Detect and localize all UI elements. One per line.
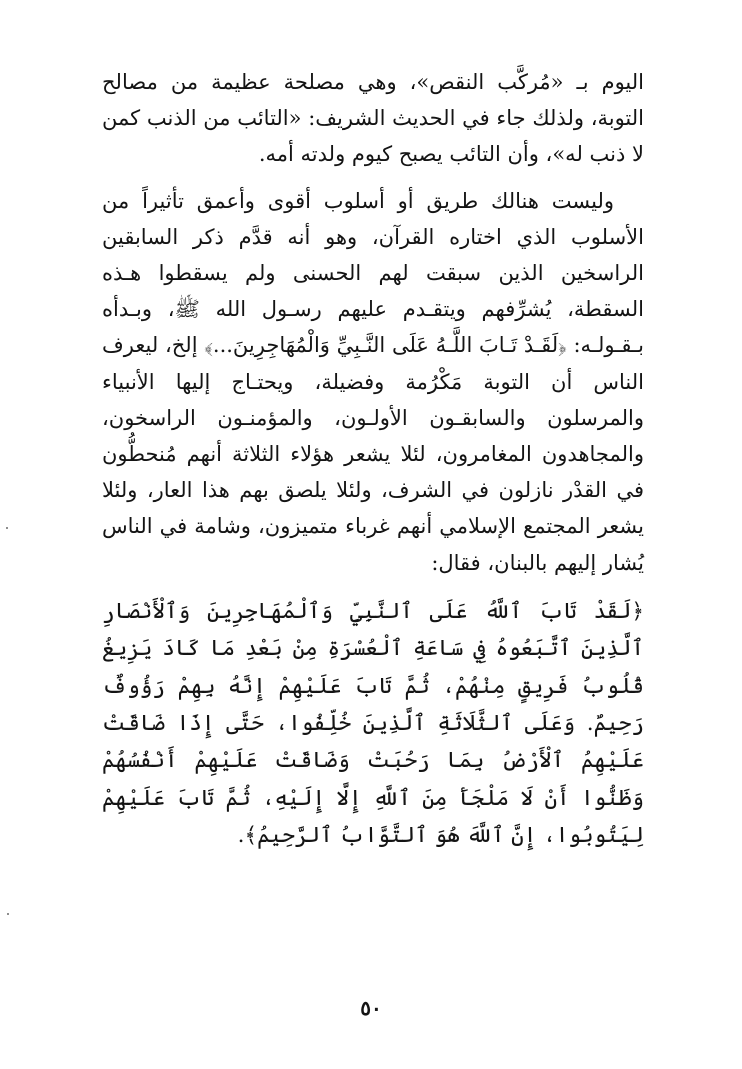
page-body — [102, 64, 644, 855]
page-number: ٥٠ — [360, 996, 382, 1020]
paragraph-main: وليست هنالك طريق أو أسلوب أقوى وأعمق تأثيراً من الأسلوب الذي اختاره القرآن، وهو أنه قدَّم ذكر السابقين الراسخين الذين سبقت لهم الحسنى ولم يسقطوا هـذه السقطة، يُشرِّفهم ويتقـدم عليهم رسـول الله ﷺ، وبـدأه بـقـولـه: ﴿لَقَـدْ تَـابَ اللَّـهُ عَلَى النَّـبِيِّ وَالْمُهَاجِرِينَ...﴾ إلخ، ليعرف الناس أن التوبة مَكْرُمة وفضيلة، ويحتـاج إليها الأنبياء والمرسلون والسابقـون الأولـون، والمؤمنـون الراسخون، والمجاهدون المغامرون، لئلا يشعر هؤلاء الثلاثة أنهم مُنحطُّون في القدْر نازلون في الشرف، ولئلا يلصق بهم هذا العار، ولئلا يشعر المجتمع الإسلامي أنهم غرباء متميزون، وشامة في الناس يُشار إليهم بالبنان، فقال: — [102, 188, 644, 575]
quran-verse-block: ﴿لَقَدْ تَابَ ٱللَّهُ عَلَى ٱلنَّبِيِّ وَٱلْمُهَاجِرِينَ وَٱلْأَنْصَارِ ٱلَّذِينَ ٱتَّبَعُوهُ فِي سَاعَةِ ٱلْعُسْرَةِ مِنْ بَعْدِ مَا كَادَ يَزِيغُ قُلُوبُ فَرِيقٍ مِنْهُمْ، ثُمَّ تَابَ عَلَيْهِمْ إِنَّهُ بِهِمْ رَؤُوفٌ رَحِيمٌ. وَعَلَى ٱلثَّلَاثَةِ ٱلَّذِينَ خُلِّفُوا، حَتَّى إِذَا ضَاقَتْ عَلَيْهِمُ ٱلْأَرْضُ بِمَا رَحُبَتْ وَضَاقَتْ عَلَيْهِمْ أَنْفُسُهُمْ وَظَنُّوا أَنْ لَا مَلْجَأَ مِنَ ٱللَّهِ إِلَّا إِلَيْهِ، ثُمَّ تَابَ عَلَيْهِمْ لِيَتُوبُوا، إِنَّ ٱللَّهَ هُوَ ٱلتَّوَّابُ ٱلرَّحِيمُ﴾. — [102, 598, 644, 849]
paragraph-intro: اليوم بـ «مُركَّب النقص»، وهي مصلحة عظيمة من مصالح التوبة، ولذلك جاء في الحديث الشريف: «التائب من الذنب كمن لا ذنب له»، وأن التائب يصبح كيوم ولدته أمه. — [102, 70, 644, 167]
scan-speck — [7, 913, 9, 915]
scan-speck — [6, 527, 8, 529]
